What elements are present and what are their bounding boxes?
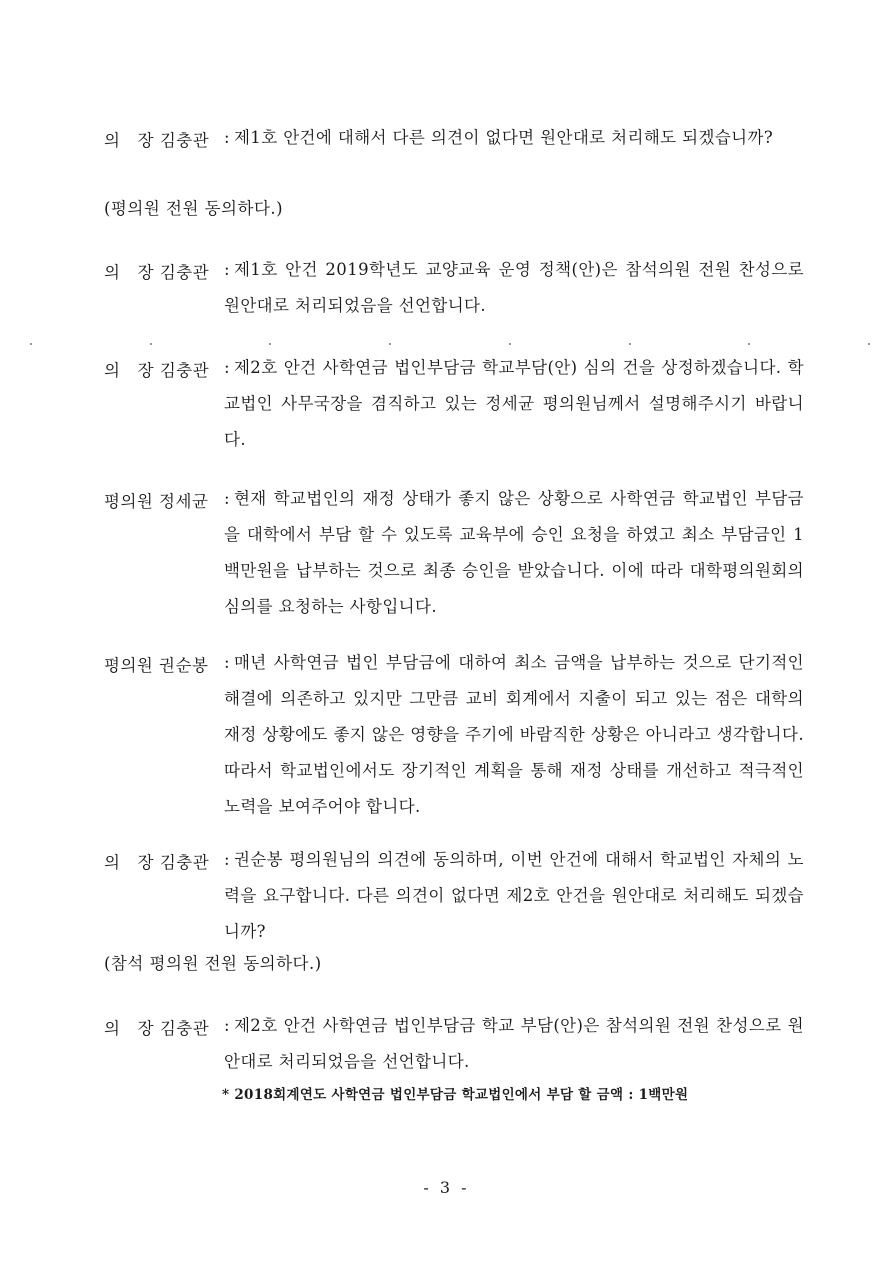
colon-separator: : xyxy=(224,850,230,869)
scan-artifact-dots xyxy=(30,340,870,348)
speaker-label: 평의원 정세균 xyxy=(104,492,209,511)
speech-text xyxy=(224,252,804,324)
colon-separator: : xyxy=(224,1016,230,1035)
speech-body: 제2호 안건 사학연금 법인부담금 학교 부담(안)은 참석의원 전원 찬성으로 원안대로 처리되었음을 선언합니다. xyxy=(224,1016,804,1071)
speech-text xyxy=(224,842,804,950)
speaker-label: 평의원 권순봉 xyxy=(104,656,209,675)
speech-text xyxy=(224,1008,804,1080)
speech-text xyxy=(224,481,804,625)
speech-body: 현재 학교법인의 재정 상태가 좋지 않은 상황으로 사학연금 학교법인 부담금을 대학에서 부담 할 수 있도록 교육부에 승인 요청을 하였고 최소 부담금인 1백만원을 납부하는 것으로 최종 승인을 받았습니다. 이에 따라 대학평의원회의 심의를 요청하는 사항입니다. xyxy=(224,489,804,616)
speech-body: 제2호 안건 사학연금 법인부담금 학교부담(안) 심의 건을 상정하겠습니다. 학교법인 사무국장을 겸직하고 있는 정세균 평의원님께서 설명해주시기 바랍니다. xyxy=(224,358,804,449)
speaker-label: 의 장 김충관 xyxy=(104,853,210,872)
consent-note: (평의원 전원 동의하다.) xyxy=(104,199,284,218)
colon-separator: : xyxy=(224,358,230,377)
speech-text xyxy=(224,120,804,156)
speech-body: 매년 사학연금 법인 부담금에 대하여 최소 금액을 납부하는 것으로 단기적인 해결에 의존하고 있지만 그만큼 교비 회계에서 지출이 되고 있는 점은 대학의 재정 상황에도 좋지 않은 영향을 주기에 바람직한 상황은 아니라고 생각합니다. 따라서 학교법인에서도 장기적인 계획을 통해 재정 상태를 개선하고 적극적인 노력을 보여주어야 합니다. xyxy=(224,653,804,816)
speaker-label: 의 장 김충관 xyxy=(104,1019,210,1038)
colon-separator: : xyxy=(224,128,230,147)
speech-text xyxy=(224,350,804,458)
footnote: * 2018회계연도 사학연금 법인부담금 학교법인에서 부담 할 금액 : 1백만원 xyxy=(222,1087,689,1103)
speech-body: 제1호 안건에 대해서 다른 의견이 없다면 원안대로 처리해도 되겠습니까? xyxy=(233,128,774,147)
speaker-label: 의 장 김충관 xyxy=(104,131,210,150)
speech-body: 권순봉 평의원님의 의견에 동의하며, 이번 안건에 대해서 학교법인 자체의 노력을 요구합니다. 다른 의견이 없다면 제2호 안건을 원안대로 처리해도 되겠습니까? xyxy=(224,850,804,941)
colon-separator: : xyxy=(224,653,230,672)
speech-text xyxy=(224,645,804,825)
page-number: - 3 - xyxy=(423,1178,470,1197)
colon-separator: : xyxy=(224,489,230,508)
consent-note: (참석 평의원 전원 동의하다.) xyxy=(104,954,322,973)
speaker-label: 의 장 김충관 xyxy=(104,361,210,380)
speech-body: 제1호 안건 2019학년도 교양교육 운영 정책(안)은 참석의원 전원 찬성으로 원안대로 처리되었음을 선언합니다. xyxy=(224,260,804,315)
colon-separator: : xyxy=(224,260,230,279)
speaker-label: 의 장 김충관 xyxy=(104,263,210,282)
